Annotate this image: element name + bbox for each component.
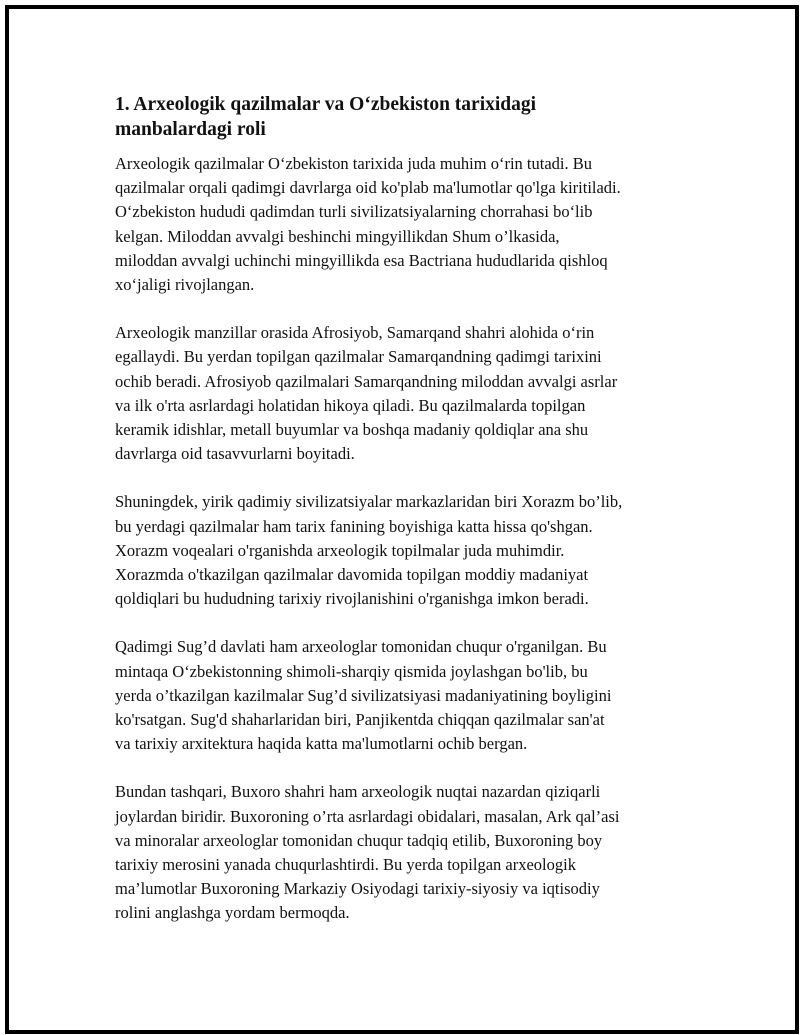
text-line: miloddan avvalgi uchinchi mingyillikda esa Bactriana hududlarida qishloq xyxy=(115,250,608,270)
text-line: joylardan biridir. Buxoroning o’rta asrlardagi obidalari, masalan, Ark qal’asi xyxy=(115,806,620,826)
text-line: Xorazm voqealari o'rganishda arxeologik topilmalar juda muhimdir. xyxy=(115,540,565,560)
text-line: va minoralar arxeologlar tomonidan chuqur tadqiq etilib, Buxoroning boy xyxy=(115,830,603,850)
text-line: yerda o’tkazilgan kazilmalar Sug’d sivilizatsiyasi madaniyatining boyligini xyxy=(115,685,612,705)
text-line: Qadimgi Sug’d davlati ham arxeologlar tomonidan chuqur o'rganilgan. Bu xyxy=(115,637,607,657)
text-line: tarixiy merosini yanada chuqurlashtirdi. Bu yerda topilgan arxeologik xyxy=(115,855,576,875)
text-line: Shuningdek, yirik qadimiy sivilizatsiyalar markazlaridan biri Xorazm bo’lib, xyxy=(115,492,623,512)
text-line: va tarixiy arxitektura haqida katta ma'lumotlarni ochib bergan. xyxy=(115,734,528,754)
title-line: 1. Arxeologik qazilmalar va O‘zbekiston tarixidagi xyxy=(115,94,537,115)
text-line: Arxeologik manzillar orasida Afrosiyob, Samarqand shahri alohida o‘rin xyxy=(115,323,595,343)
text-line: xo‘jaligi rivojlangan. xyxy=(115,275,255,295)
text-line: Arxeologik qazilmalar O‘zbekiston tarixida juda muhim o‘rin tutadi. Bu xyxy=(115,154,593,173)
text-line: ko'rsatgan. Sug'd shaharlaridan biri, Panjikentda chiqqan qazilmalar san'at xyxy=(115,710,605,730)
text-line: bu yerdagi qazilmalar ham tarix fanining boyishiga katta hissa qo'shgan. xyxy=(115,516,593,536)
text-line: qazilmalar orqali qadimgi davrlarga oid ko'plab ma'lumotlar qo'lga kiritiladi. xyxy=(115,178,621,198)
document-content xyxy=(115,92,695,950)
text-line: Xorazmda o'tkazilgan qazilmalar davomida topilgan moddiy madaniyat xyxy=(115,565,589,585)
paragraph-sugd xyxy=(115,635,695,756)
text-line: mintaqa O‘zbekistonning shimoli-sharqiy qismida joylashgan bo'lib, bu xyxy=(115,661,588,681)
text-line: O‘zbekiston hududi qadimdan turli sivilizatsiyalarning chorrahasi bo‘lib xyxy=(115,202,593,222)
paragraph-buxoro xyxy=(115,780,695,925)
paragraph-afrosiyob xyxy=(115,321,695,466)
text-line: ma’lumotlar Buxoroning Markaziy Osiyodagi tarixiy-siyosiy va iqtisodiy xyxy=(115,879,600,899)
text-line: kelgan. Miloddan avvalgi beshinchi mingyillikdan Shum o’lkasida, xyxy=(115,226,560,246)
text-line: rolini anglashga yordam bermoqda. xyxy=(115,903,350,923)
document-title xyxy=(115,92,695,142)
text-line: Bundan tashqari, Buxoro shahri ham arxeologik nuqtai nazardan qiziqarli xyxy=(115,782,601,802)
text-line: va ilk o'rta asrlardagi holatidan hikoya qiladi. Bu qazilmalarda topilgan xyxy=(115,395,586,415)
paragraph-intro xyxy=(115,152,695,297)
title-line: manbalardagi roli xyxy=(115,119,266,140)
text-line: davrlarga oid tasavvurlarni boyitadi. xyxy=(115,444,355,464)
paragraph-xorazm xyxy=(115,490,695,611)
text-line: keramik idishlar, metall buyumlar va boshqa madaniy qoldiqlar ana shu xyxy=(115,420,589,440)
text-line: ochib beradi. Afrosiyob qazilmalari Samarqandning miloddan avvalgi asrlar xyxy=(115,371,618,391)
text-line: egallaydi. Bu yerdan topilgan qazilmalar Samarqandning qadimgi tarixini xyxy=(115,347,602,367)
text-line: qoldiqlari bu hududning tarixiy rivojlanishini o'rganishga imkon beradi. xyxy=(115,589,589,609)
